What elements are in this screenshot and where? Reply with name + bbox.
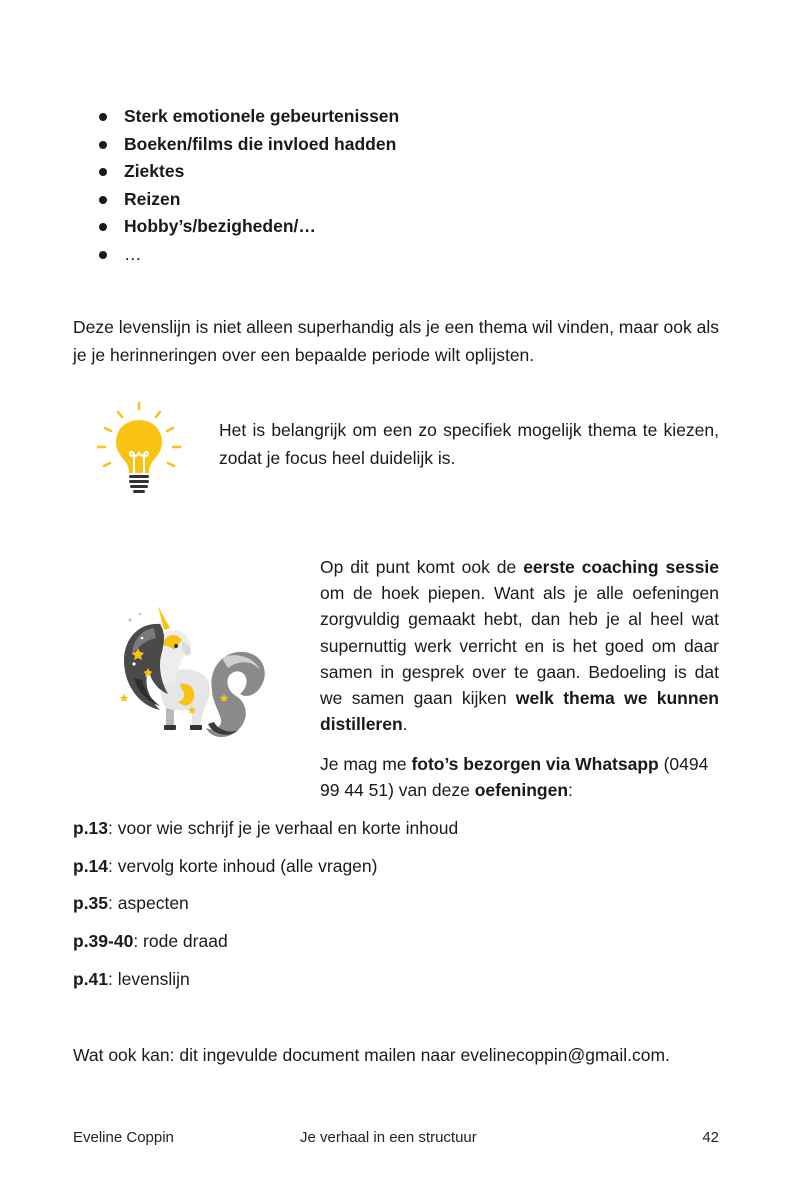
levenslijn-paragraph: Deze levenslijn is niet alleen superhandig als je een thema wil vinden, maar ook als je je herinneringen over een bepaalde periode wilt oplijsten.: [73, 317, 719, 365]
bullet-dot: [99, 251, 107, 259]
topic-bullet-list: [96, 103, 399, 268]
list-item: Ziektes: [96, 158, 399, 186]
bullet-dot: [99, 168, 107, 176]
list-item: Reizen: [96, 186, 399, 214]
list-item: p.39-40: rode draad: [73, 931, 228, 952]
footer-title: Je verhaal in een structuur: [300, 1129, 477, 1146]
list-item: p.13: voor wie schrijf je je verhaal en korte inhoud: [73, 818, 459, 838]
page-number: 42: [702, 1129, 719, 1146]
lightbulb-icon: [92, 400, 188, 500]
mail-paragraph: Wat ook kan: dit ingevulde document mailen naar evelinecoppin@gmail.com.: [73, 1045, 670, 1065]
tip-text: Het is belangrijk om een zo specifiek mogelijk thema te kiezen, zodat je focus heel duidelijk is.: [219, 420, 719, 468]
bullet-dot: [99, 223, 107, 231]
unicorn-illustration: [104, 598, 274, 748]
bullet-dot: [99, 196, 107, 204]
footer-author: Eveline Coppin: [73, 1129, 174, 1146]
list-item: Hobby’s/bezigheden/…: [96, 213, 399, 241]
list-item: …: [96, 241, 399, 269]
list-item: Boeken/films die invloed hadden: [96, 131, 399, 159]
list-item: p.14: vervolg korte inhoud (alle vragen): [73, 855, 378, 876]
bullet-dot: [99, 113, 107, 121]
coaching-paragraph: Op dit punt komt ook de eerste coaching sessie om de hoek piepen. Want als je alle oefeningen zorgvuldig gemaakt hebt, dan heb je al heel wat supernuttig werk verricht en is het goed om daar samen in gesprek over te gaan. Bedoeling is dat we samen gaan kijken welk thema we kunnen distilleren.: [320, 557, 719, 735]
list-item: p.41: levenslijn: [73, 968, 190, 989]
list-item: Sterk emotionele gebeurtenissen: [96, 103, 399, 131]
whatsapp-paragraph: Je mag me foto’s bezorgen via Whatsapp (0494 99 44 51) van deze oefeningen:: [320, 754, 709, 801]
exercise-page-list: [73, 815, 458, 1003]
list-item: p.35: aspecten: [73, 893, 189, 914]
bullet-dot: [99, 141, 107, 149]
